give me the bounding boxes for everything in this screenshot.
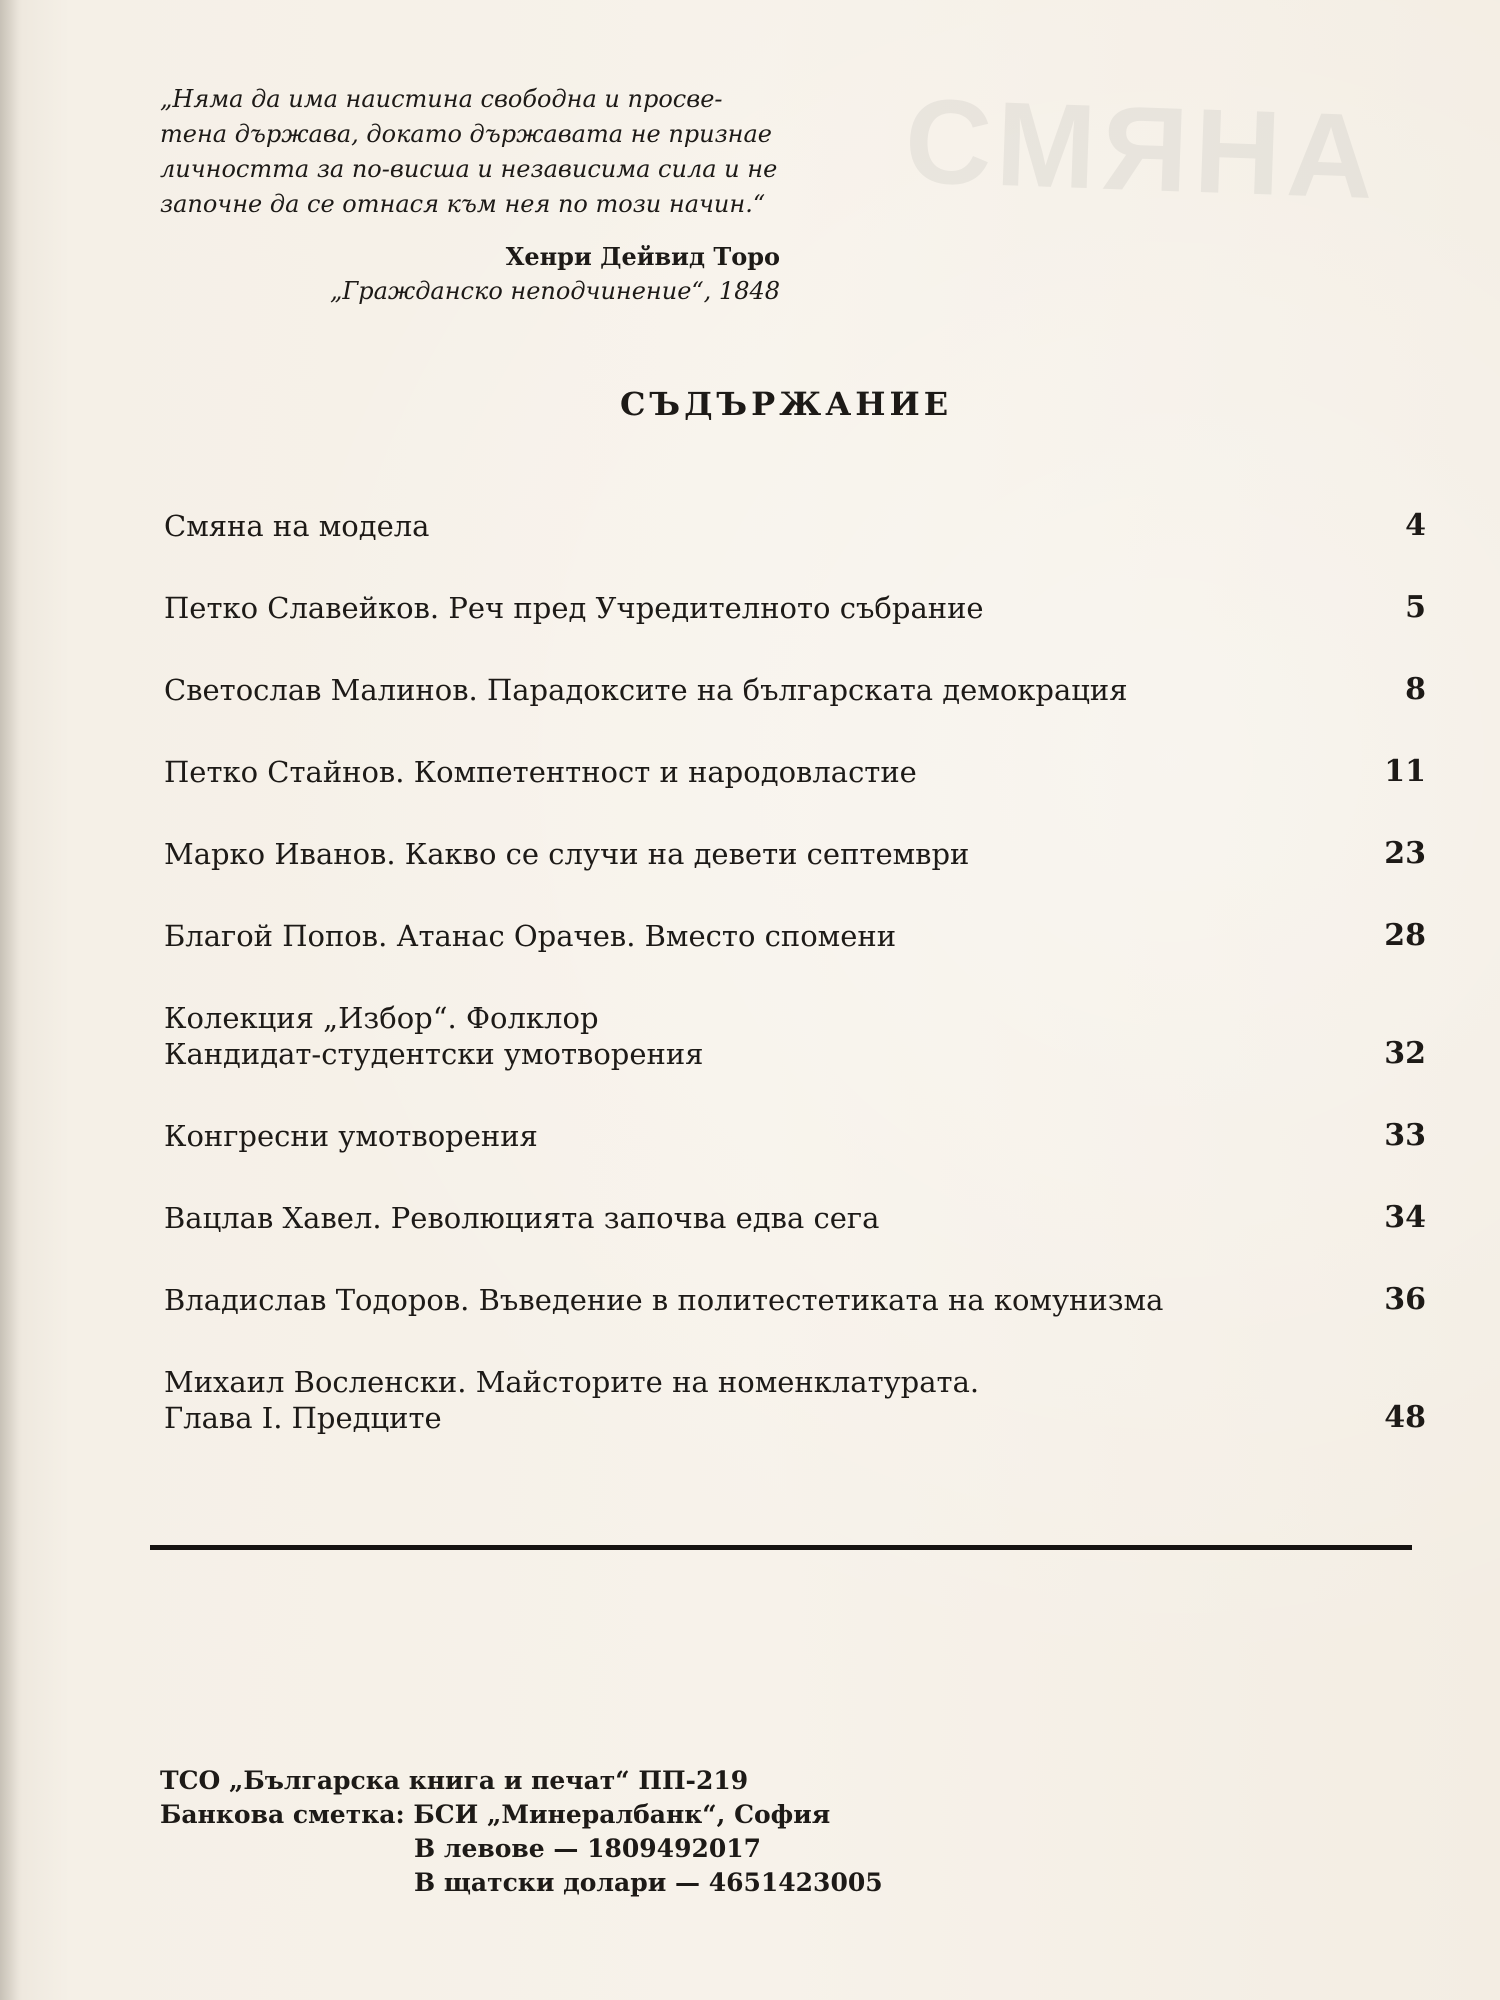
- toc-entry-title: Петко Стайнов. Компетентност и народовластие: [164, 755, 917, 789]
- quote-line: започне да се отнася към нея по този начин.“: [160, 190, 766, 218]
- imprint-line: ТСО „Българска книга и печат“ ПП-219: [160, 1766, 749, 1795]
- toc-page-number: 28: [1384, 918, 1426, 953]
- toc-entry: [164, 508, 1426, 544]
- toc-entry-title: Смяна на модела: [164, 509, 430, 543]
- quote-source: „Гражданско неподчинение“, 1848: [329, 277, 780, 305]
- toc-page-number: 5: [1405, 590, 1426, 625]
- toc-page-number: 36: [1384, 1282, 1426, 1317]
- toc-entry-title: Благой Попов. Атанас Орачев. Вместо спомени: [164, 919, 897, 953]
- toc-entry: [164, 1118, 1426, 1154]
- toc-entry: [164, 1282, 1426, 1318]
- divider-rule: [150, 1545, 1412, 1550]
- toc-entry-subtitle: Глава I. Предците: [164, 1401, 442, 1435]
- toc-page-number: 48: [1384, 1400, 1426, 1435]
- toc-page-number: 23: [1384, 836, 1426, 871]
- toc-page-number: 4: [1405, 508, 1426, 543]
- toc-entry: [164, 836, 1426, 872]
- toc-entry: [164, 754, 1426, 790]
- toc-title: СЪДЪРЖАНИЕ: [620, 385, 953, 423]
- toc-entry-title: Марко Иванов. Какво се случи на девети септември: [164, 837, 970, 871]
- toc-entry: [164, 1200, 1426, 1236]
- toc-page-number: 11: [1384, 754, 1426, 789]
- imprint-line: В щатски долари — 4651423005: [414, 1868, 883, 1897]
- toc-entry-title: Михаил Восленски. Майсторите на номенклатурата.: [164, 1365, 980, 1399]
- quote-line: тена държава, докато държавата не признае: [160, 120, 772, 148]
- imprint-line: В левове — 1809492017: [414, 1834, 762, 1863]
- toc-entry-title: Колекция „Избор“. Фолклор: [164, 1001, 599, 1035]
- toc-entry: [164, 1000, 1426, 1072]
- quote-line: личността за по-висша и независима сила и не: [160, 155, 778, 183]
- toc-entry-title: Светослав Малинов. Парадоксите на българската демокрация: [164, 673, 1128, 707]
- epigraph-quote: [160, 82, 800, 222]
- bleed-through-text: СМЯНА: [903, 73, 1383, 225]
- toc-page-number: 32: [1384, 1036, 1426, 1071]
- toc-entry: [164, 590, 1426, 626]
- quote-line: „Няма да има наистина свободна и просве-: [160, 85, 723, 113]
- toc-page-number: 33: [1384, 1118, 1426, 1153]
- toc-entry-title: Конгресни умотворения: [164, 1119, 538, 1153]
- quote-author: Хенри Дейвид Торо: [505, 242, 780, 271]
- toc-entry-title: Петко Славейков. Реч пред Учредителното събрание: [164, 591, 984, 625]
- imprint-line: Банкова сметка: БСИ „Минералбанк“, София: [160, 1800, 831, 1829]
- toc-entry-subtitle: Кандидат-студентски умотворения: [164, 1037, 704, 1071]
- binding-shadow: [0, 0, 22, 2000]
- toc-entry: [164, 672, 1426, 708]
- toc-page-number: 34: [1384, 1200, 1426, 1235]
- toc-entry-title: Вацлав Хавел. Революцията започва едва сега: [164, 1201, 880, 1235]
- toc-entry: [164, 918, 1426, 954]
- toc-entry: [164, 1364, 1426, 1436]
- toc-entry-title: Владислав Тодоров. Въведение в политестетиката на комунизма: [164, 1283, 1164, 1317]
- toc-page-number: 8: [1405, 672, 1426, 707]
- quote-attribution: [330, 240, 780, 308]
